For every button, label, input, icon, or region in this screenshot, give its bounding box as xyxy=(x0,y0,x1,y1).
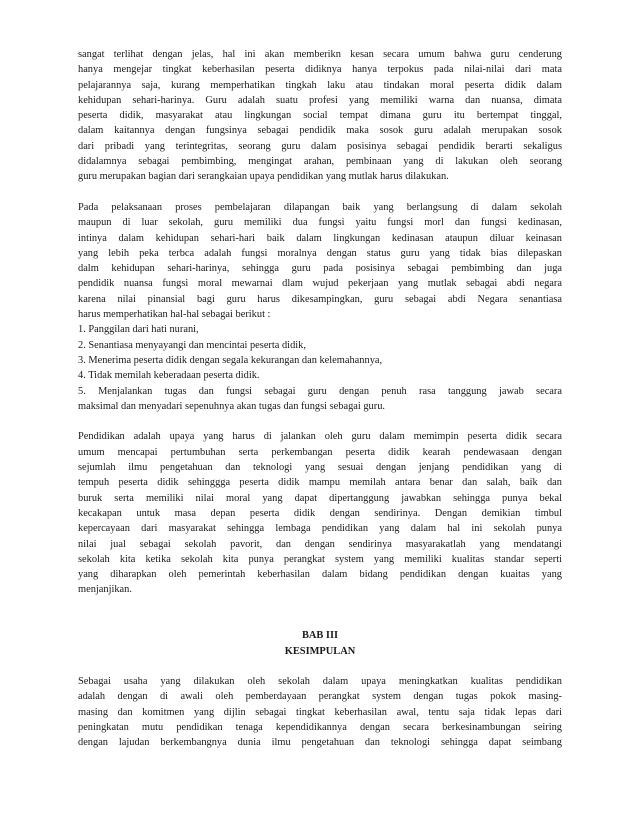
text-line: yang diharapkan oleh pemerintah keberhasilan dalam bidang pendidikan dengan kuaitas yang xyxy=(78,569,562,581)
list-item: 4. Tidak memilah keberadaan peserta didik. xyxy=(78,370,260,382)
paragraph-2 xyxy=(78,200,562,322)
text-line: Pada pelaksanaan proses pembelajaran dilapangan baik yang berlangsung di dalam sekolah xyxy=(78,201,562,213)
text-line: kecakapan untuk masa depan peserta didik dengan sendirinya. Dengan demikian timbul xyxy=(78,507,562,519)
paragraph-3 xyxy=(78,429,562,597)
text-line: karena nilai pinansial bagi guru harus dikesampingkan, guru sebagai abdi Negara senantiasa xyxy=(78,293,562,305)
text-line: tempuh peserta didik sehinggga peserta didik mampu memilah antara benar dan salah, baik dan xyxy=(78,477,562,489)
chapter-heading xyxy=(78,628,562,659)
text-line: peningkatan mutu pendidikan tenaga kependidikannya dengan secara berkesinambungan seiring xyxy=(78,722,562,734)
list-item: 2. Senantiasa menyayangi dan mencintai peserta didik, xyxy=(78,339,306,351)
list-item: 1. Panggilan dari hati nurani, xyxy=(78,324,199,336)
text-line: maupun di luar sekolah, guru memiliki dua fungsi yaitu fungsi morl dan fungsi kedinasan, xyxy=(78,217,562,229)
document-page xyxy=(78,47,562,751)
text-line: adalah dengan di awali oleh pemberdayaan perangkat system dengan tugas pokok masing- xyxy=(78,691,562,703)
chapter-number: BAB III xyxy=(301,630,339,642)
text-line: yang lebih peka terbca adalah fungsi moralnya dengan status guru yang tidak bias dilepaskan xyxy=(78,247,562,259)
text-line: sejumlah ilmu pengetahuan dan teknologi yang sesuai dengan jenjang pendidikan yang di xyxy=(78,462,562,474)
text-line: intinya dalam kehidupan sehari-hari baik dalam lingkungan kedinasan ataupun diluar keinasan xyxy=(78,232,562,244)
paragraph-spacer xyxy=(78,414,562,429)
text-line: 5. Menjalankan tugas dan fungsi sebagai guru dengan penuh rasa tanggung jawab secara xyxy=(78,385,562,397)
numbered-list xyxy=(78,322,562,414)
paragraph-4 xyxy=(78,674,562,750)
text-line: harus memperhatikan hal-hal sebagai berikut : xyxy=(78,309,271,321)
text-line: kehidupan sehari-harinya. Guru adalah suatu profesi yang memiliki warna dan nuansa, dimata xyxy=(78,94,562,106)
text-line: kepercayaan dari masyarakat sehingga lembaga pendidikan yang dalam hal ini sekolah punya xyxy=(78,523,562,535)
paragraph-1 xyxy=(78,47,562,185)
list-item: 3. Menerima peserta didik dengan segala kekurangan dan kelemahannya, xyxy=(78,354,383,366)
text-line: dengan lajudan berkembangnya dunia ilmu pengetahuan dan teknologi sehingga dapat seimbang xyxy=(78,737,562,749)
text-line: dalm kehidupan sehari-harinya, sehingga guru pada posisinya sebagai pembimbing dan juga xyxy=(78,263,562,275)
text-line: pendidik nuansa fungsi moral mewarnai dlam wujud pekerjaan yang mutlak sebagai abdi negara xyxy=(78,278,562,290)
text-line: Sebagai usaha yang dilakukan oleh sekolah dalam upaya meningkatkan kualitas pendidikan xyxy=(78,676,562,688)
text-line: Pendidikan adalah upaya yang harus di jalankan oleh guru dalam memimpin peserta didik secara xyxy=(78,431,562,443)
text-line: dalam kaitannya dengan fungsinya sebagai pendidik maka sosok guru adalah merupakan sosok xyxy=(78,125,562,137)
text-line: buruk serta memiliki nilai moral yang dapat dipertanggung jawabkan sehingga punya bekal xyxy=(78,492,562,504)
text-line: guru merupakan bagian dari serangkaian upaya pendidikan yang mutlak harus dilakukan. xyxy=(78,171,449,183)
paragraph-spacer xyxy=(78,598,562,613)
text-line: sangat terlihat dengan jelas, hal ini akan memberikn kesan secara umum bahwa guru cenderung xyxy=(78,49,562,60)
text-line: pelajarannya saja, kurang memperhatikan tingkah laku atau tindakan moral peserta didik dalam xyxy=(78,79,562,91)
text-line: menjanjikan. xyxy=(78,584,132,596)
text-line: peserta didik, masyarakat atau lingkungan social tempat dimana guru itu bertempat tinggal, xyxy=(78,110,562,122)
chapter-title: KESIMPULAN xyxy=(284,645,356,657)
text-line: dari pribadi yang terintegritas, seorang guru dalam posisinya sebagai pendidik berarti sekaligus xyxy=(78,140,562,152)
text-line: hanya mengejar tingkat keberhasilan peserta didiknya hanya terpokus pada nilai-nilai dari mata xyxy=(78,64,562,76)
paragraph-spacer xyxy=(78,659,562,674)
paragraph-spacer xyxy=(78,613,562,628)
text-line: maksimal dan menyadari sepenuhnya akan tugas dan fungsi sebagai guru. xyxy=(78,400,386,412)
paragraph-spacer xyxy=(78,185,562,200)
list-item xyxy=(78,384,562,415)
text-line: sekolah kita ketika sekolah kita punya perangkat system yang memiliki kualitas standar seperti xyxy=(78,553,562,565)
text-line: didalamnya sebagai pembimbing, mengingat arahan, pembinaan yang di lakukan oleh seorang xyxy=(78,156,562,168)
text-line: nilai jual sebagai sekolah pavorit, dan dengan sendirinya masyarakatlah yang mendatangi xyxy=(78,538,562,550)
text-line: umum mencapai pertumbuhan serta perkembangan peserta didik kearah pendewasaan dengan xyxy=(78,446,562,458)
text-line: masing dan komitmen yang dijlin sebagai tingkat keberhasilan awal, tentu saja tidak lepas dari xyxy=(78,706,562,718)
